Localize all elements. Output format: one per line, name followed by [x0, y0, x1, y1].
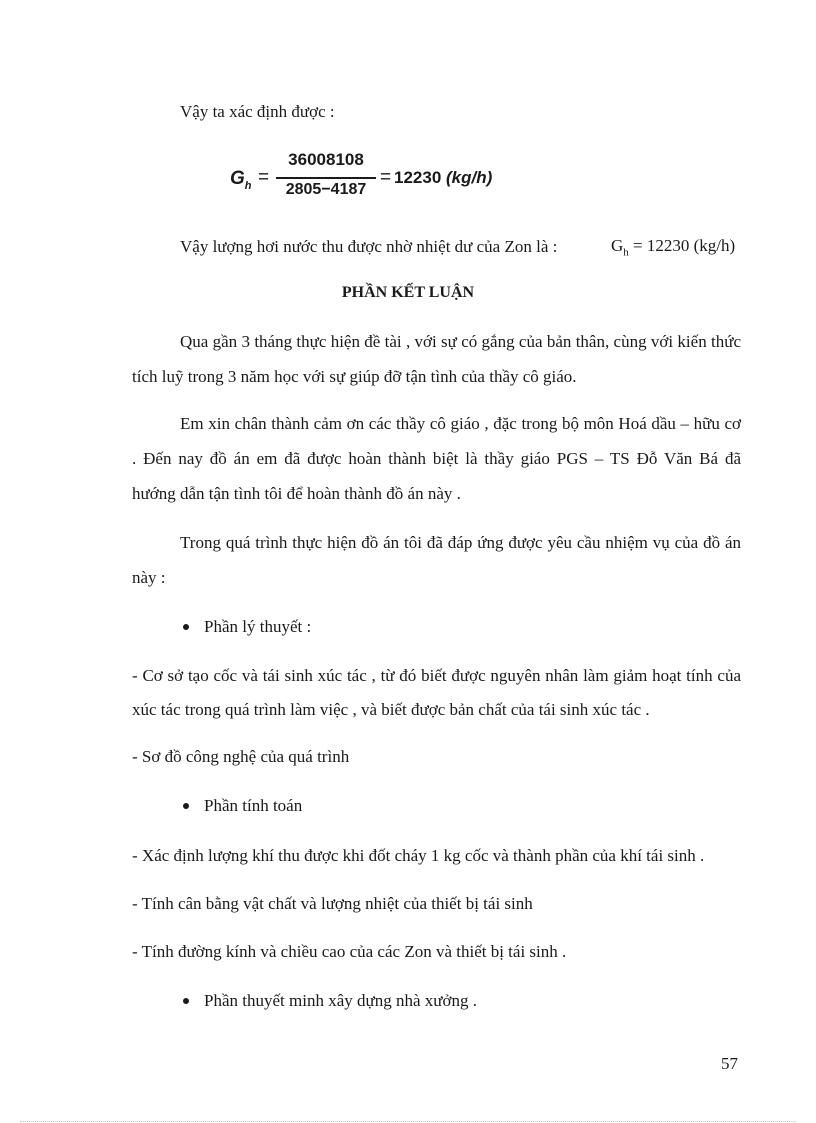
p3-line2: này : — [132, 568, 166, 587]
theory-item1-line2: xúc tác trong quá trình làm việc , và biết được bản chất của tái sinh xúc tác . — [132, 700, 650, 719]
calc-item3: - Tính đường kính và chiều cao của các Zon và thiết bị tái sinh . — [132, 942, 567, 961]
bullet-icon — [183, 803, 189, 809]
calc-item1: - Xác định lượng khí thu được khi đốt cháy 1 kg cốc và thành phần của khí tái sinh . — [132, 846, 705, 865]
build-heading: Phần thuyết minh xây dựng nhà xưởng . — [204, 991, 477, 1010]
bullet-icon — [183, 624, 189, 630]
p3-line1: Trong quá trình thực hiện đồ án tôi đã đáp ứng được yêu cầu nhiệm vụ của đồ án — [180, 533, 741, 552]
formula-equals: = — [258, 167, 270, 188]
formula-result: 12230 (kg/h) — [394, 168, 493, 187]
calc-heading: Phần tính toán — [204, 796, 303, 815]
formula-numerator: 36008108 — [288, 150, 364, 169]
page-bottom-border — [20, 1121, 796, 1122]
p1-line2: tích luỹ trong 3 năm học với sự giúp đỡ tận tình của thầy cô giáo. — [132, 367, 577, 386]
section-heading: PHẦN KẾT LUẬN — [341, 284, 475, 301]
formula-denominator: 2805−4187 — [285, 181, 367, 198]
calc-item2: - Tính cân bằng vật chất và lượng nhiệt của thiết bị tái sinh — [132, 894, 533, 913]
p2-line2: . Đến nay đồ án em đã được hoàn thành biệt là thầy giáo PGS – TS Đỗ Văn Bá đã — [132, 449, 741, 468]
p1-line1: Qua gần 3 tháng thực hiện đề tài , với sự có gắng của bản thân, cùng với kiến thức — [180, 332, 741, 351]
theory-heading: Phần lý thuyết : — [204, 617, 312, 636]
p2-line3: hướng dẫn tận tình tôi để hoàn thành đồ án này . — [132, 484, 461, 503]
theory-item2: - Sơ đồ công nghệ của quá trình — [132, 747, 350, 766]
formula-equals-2: = — [380, 167, 392, 188]
intro-text: Vậy ta xác định được : — [180, 102, 335, 121]
steam-line-value: $G_h = 12230$ (kg/h) — [611, 236, 736, 259]
formula-symbol: $G_h$ — [230, 168, 252, 192]
p2-line1: Em xin chân thành cảm ơn các thầy cô giáo , đặc trong bộ môn Hoá dầu – hữu cơ — [180, 414, 741, 433]
page-number: 57 — [721, 1054, 738, 1073]
formula-gh — [230, 150, 550, 210]
fraction-bar — [276, 177, 376, 179]
steam-line-text: Vậy lượng hơi nước thu được nhờ nhiệt dư của Zon là : — [180, 237, 558, 256]
theory-item1-line1: - Cơ sở tạo cốc và tái sinh xúc tác , từ đó biết được nguyên nhân làm giảm hoạt tính của — [132, 666, 741, 685]
bullet-icon — [183, 998, 189, 1004]
